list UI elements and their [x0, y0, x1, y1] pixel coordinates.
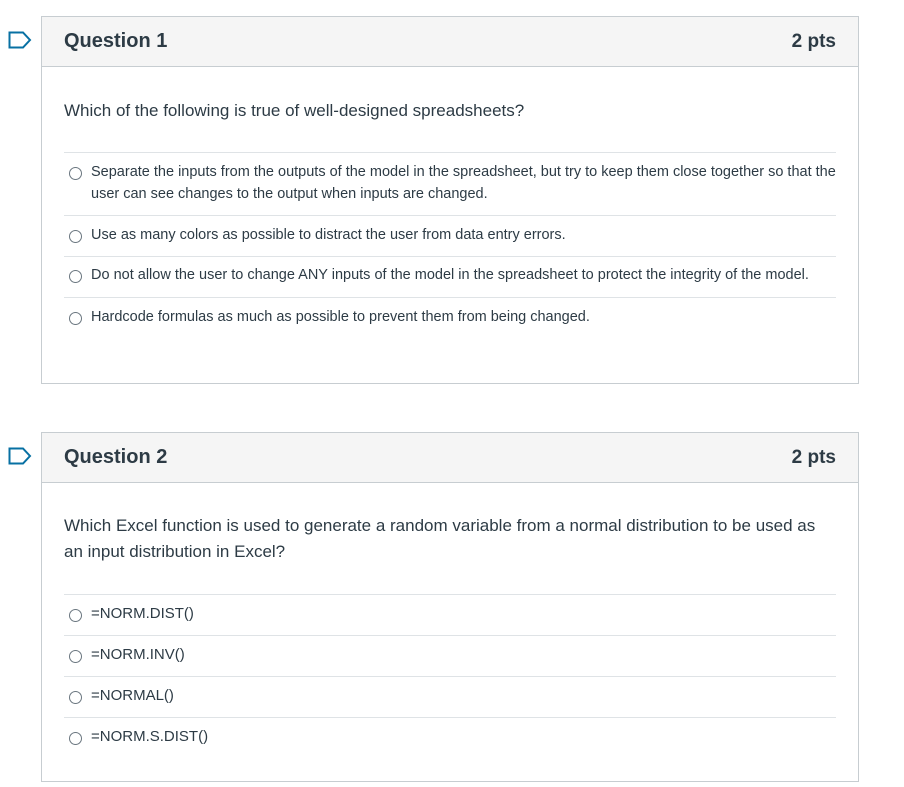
flag-question-2-icon[interactable]	[8, 447, 32, 465]
answer-option[interactable]	[64, 677, 836, 718]
answer-label: =NORMAL()	[91, 687, 174, 704]
radio-button[interactable]	[69, 312, 82, 325]
answer-label: Do not allow the user to change ANY inputs of the model in the spreadsheet to protect the integrity of the model.	[91, 267, 809, 283]
radio-button[interactable]	[69, 732, 82, 745]
radio-button[interactable]	[69, 167, 82, 180]
answer-option[interactable]	[64, 636, 836, 677]
answer-label: Separate the inputs from the outputs of the model in the spreadsheet, but try to keep them close together so that the user can see changes to the output when inputs are changed.	[91, 164, 836, 202]
answer-option[interactable]	[64, 718, 836, 758]
radio-button[interactable]	[69, 609, 82, 622]
question-text: Which Excel function is used to generate a random variable from a normal distribution to be used as an input distribution in Excel?	[64, 516, 816, 561]
question-title: Question 1	[64, 30, 168, 52]
answer-option[interactable]	[64, 216, 836, 257]
radio-button[interactable]	[69, 230, 82, 243]
question-2-card	[41, 432, 859, 782]
answer-label: =NORM.INV()	[91, 646, 185, 663]
answer-label: =NORM.S.DIST()	[91, 728, 209, 745]
answer-option[interactable]	[64, 298, 836, 338]
question-1-header	[42, 17, 858, 67]
radio-button[interactable]	[69, 650, 82, 663]
radio-button[interactable]	[69, 270, 82, 283]
answer-label: =NORM.DIST()	[91, 605, 194, 622]
answer-list	[64, 152, 836, 338]
answer-option[interactable]	[64, 257, 836, 298]
question-2-header	[42, 433, 858, 483]
question-points: 2 pts	[791, 446, 836, 468]
question-title: Question 2	[64, 446, 168, 468]
answer-list	[64, 594, 836, 758]
flag-question-1-icon[interactable]	[8, 31, 32, 49]
question-text: Which of the following is true of well-designed spreadsheets?	[64, 101, 525, 120]
question-points: 2 pts	[791, 30, 836, 52]
answer-option[interactable]	[64, 595, 836, 636]
answer-label: Use as many colors as possible to distract the user from data entry errors.	[91, 227, 566, 243]
radio-button[interactable]	[69, 691, 82, 704]
answer-option[interactable]	[64, 153, 836, 216]
answer-label: Hardcode formulas as much as possible to prevent them from being changed.	[91, 309, 590, 325]
question-1-card	[41, 16, 859, 384]
